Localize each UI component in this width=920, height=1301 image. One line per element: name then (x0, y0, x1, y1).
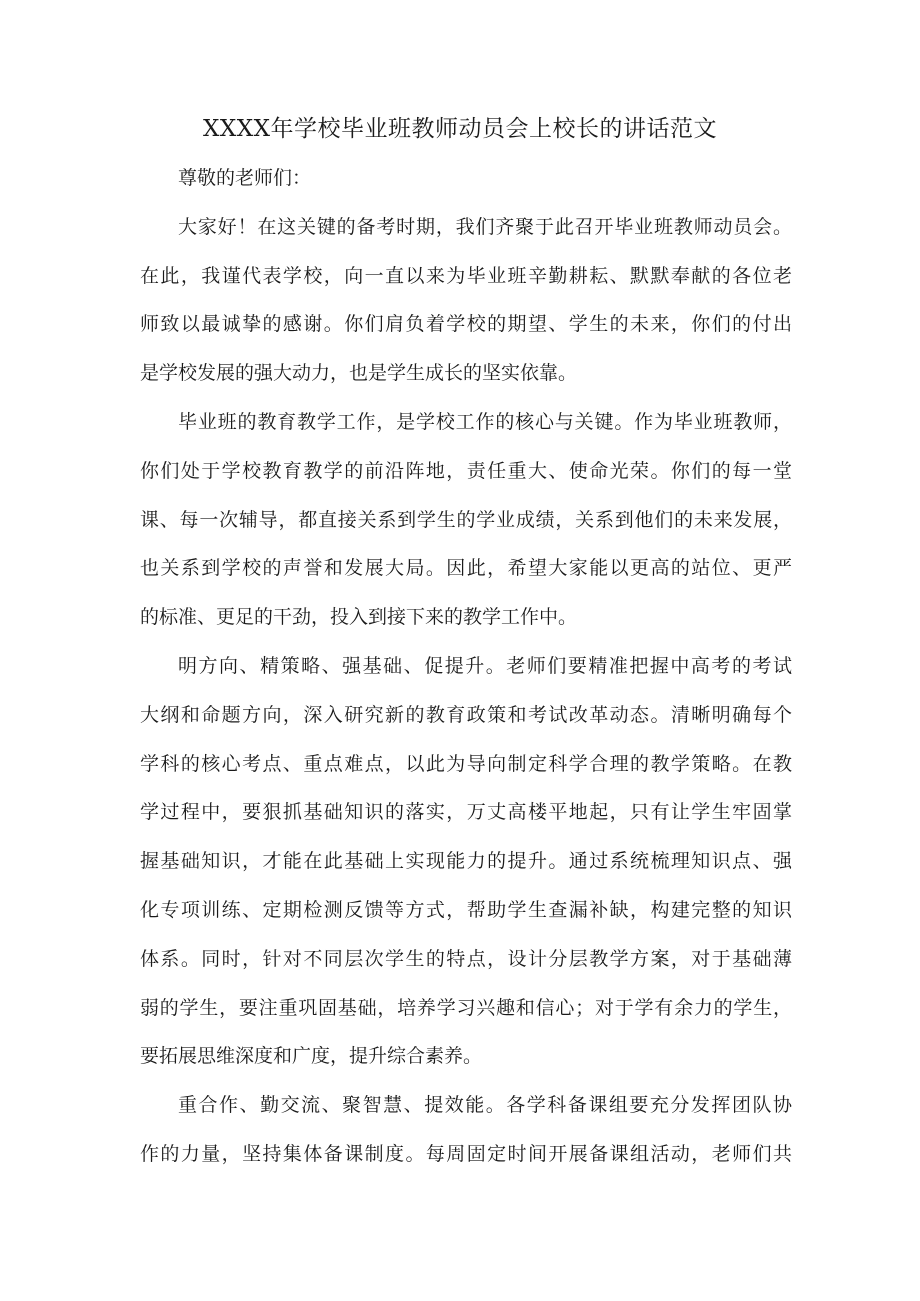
paragraph-strategy (140, 642, 792, 1081)
paragraph-line: 作的力量，坚持集体备课制度。每周固定时间开展备课组活动，老师们共 (140, 1142, 792, 1165)
paragraph-line: 弱的学生，要注重巩固基础，培养学习兴趣和信心；对于学有余力的学生， (140, 996, 792, 1019)
paragraph-line: 重合作、勤交流、聚智慧、提效能。各学科备课组要充分发挥团队协 (178, 1094, 792, 1117)
document-body (140, 154, 792, 1179)
paragraph-line: 是学校发展的强大动力，也是学生成长的坚实依靠。 (140, 362, 578, 385)
paragraph-greeting (140, 203, 792, 398)
paragraph-line: 学过程中，要狠抓基础知识的落实，万丈高楼平地起，只有让学生牢固掌 (140, 801, 792, 824)
paragraph-line: 学科的核心考点、重点难点，以此为导向制定科学合理的教学策略。在教 (140, 752, 792, 775)
paragraph-line: 的标准、更足的干劲，投入到接下来的教学工作中。 (140, 606, 578, 629)
paragraph-line: 大纲和命题方向，深入研究新的教育政策和考试改革动态。清晰明确每个 (140, 703, 792, 726)
paragraph-line: 师致以最诚挚的感谢。你们肩负着学校的期望、学生的未来，你们的付出 (140, 313, 792, 336)
paragraph-line: 大家好！在这关键的备考时期，我们齐聚于此召开毕业班教师动员会。 (178, 215, 792, 238)
salutation: 尊敬的老师们： (178, 167, 312, 189)
paragraph-line: 化专项训练、定期检测反馈等方式，帮助学生查漏补缺，构建完整的知识 (140, 898, 792, 921)
paragraph-cooperation (140, 1081, 792, 1179)
paragraph-line: 你们处于学校教育教学的前沿阵地，责任重大、使命光荣。你们的每一堂 (140, 459, 792, 482)
paragraph-line: 也关系到学校的声誉和发展大局。因此，希望大家能以更高的站位、更严 (140, 557, 792, 580)
paragraph-line: 要拓展思维深度和广度，提升综合素养。 (140, 1045, 483, 1068)
paragraph-line: 体系。同时，针对不同层次学生的特点，设计分层教学方案，对于基础薄 (140, 947, 792, 970)
document-title: XXXX年学校毕业班教师动员会上校长的讲话范文 (203, 116, 717, 142)
paragraph-line: 毕业班的教育教学工作，是学校工作的核心与关键。作为毕业班教师， (178, 410, 792, 433)
paragraph-line: 课、每一次辅导，都直接关系到学生的学业成绩，关系到他们的未来发展， (140, 508, 792, 531)
paragraph-line: 明方向、精策略、强基础、促提升。老师们要精准把握中高考的考试 (178, 654, 792, 677)
paragraph-line: 握基础知识，才能在此基础上实现能力的提升。通过系统梳理知识点、强 (140, 850, 792, 873)
paragraph-line: 在此，我谨代表学校，向一直以来为毕业班辛勤耕耘、默默奉献的各位老 (140, 264, 792, 287)
paragraph-core-work (140, 398, 792, 642)
